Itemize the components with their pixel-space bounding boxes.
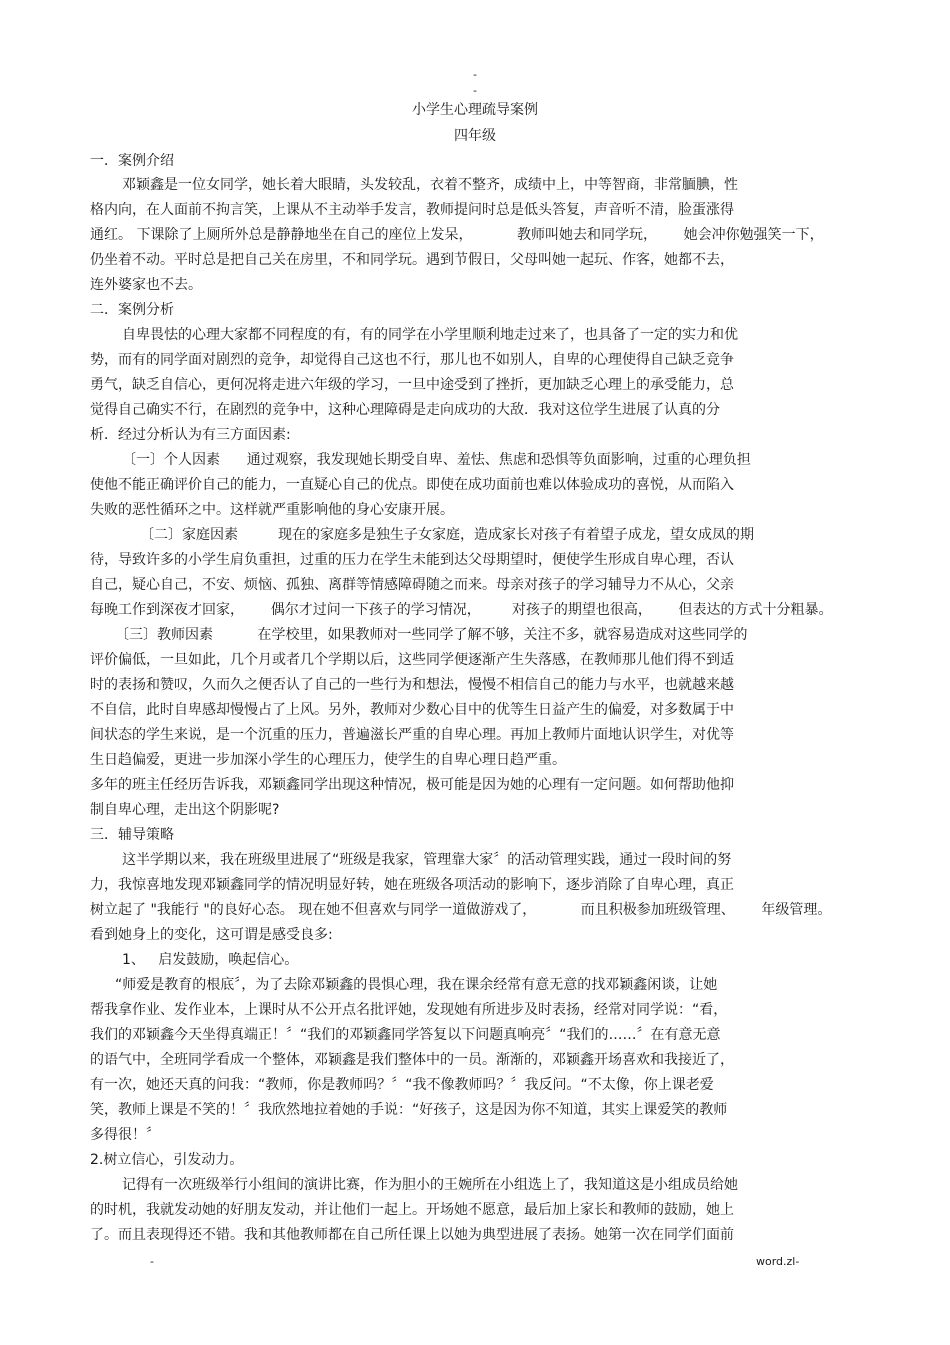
text-line: 待，导致许多的小学生肩负重担，过重的压力在学生未能到达父母期望时，便使学生形成自卑心理，否认 xyxy=(90,552,734,568)
footer-right: word.zl- xyxy=(756,1255,800,1268)
text-line: 评价偏低，一旦如此，几个月或者几个学期以后，这些同学便逐渐产生失落感，在教师那儿他们得不到适 xyxy=(90,652,734,668)
text-line: 制自卑心理，走出这个阴影呢? xyxy=(90,802,280,818)
text-line: 的时机，我就发动她的好朋友发动，并让他们一起上。开场她不愿意，最后加上家长和教师的鼓励，她上 xyxy=(90,1202,734,1218)
text-line: “师爱是教育的根底〞，为了去除邓颖鑫的畏惧心理，我在课余经常有意无意的找邓颖鑫闲谈，让她 xyxy=(115,977,718,993)
text-line: 有一次，她还天真的问我：“教师，你是教师吗？〞“我不像教师吗？〞我反问。“不太像，你上课老爱 xyxy=(90,1077,714,1093)
text-line: 自己，疑心自己，不安、烦恼、孤独、离群等情感障碍随之而来。母亲对孩子的学习辅导力不从心，父亲 xyxy=(90,577,734,593)
text-line: 记得有一次班级举行小组间的演讲比赛，作为胆小的王婉所在小组选上了，我知道这是小组成员给她 xyxy=(122,1177,738,1193)
text-line: 多得很！〞 xyxy=(90,1127,160,1143)
text-line: 这半学期以来，我在班级里进展了“班级是我家，管理靠大家〞的活动管理实践，通过一段时间的努 xyxy=(122,852,732,868)
text-line: 通红。 下课除了上厕所外总是静静地坐在自己的座位上发呆， 教师叫她去和同学玩， 她会冲你勉强笑一下， xyxy=(90,227,824,243)
text-line: 勇气，缺乏自信心，更何况将走进六年级的学习，一旦中途受到了挫折，更加缺乏心理上的承受能力，总 xyxy=(90,377,734,393)
text-line: 时的表扬和赞叹，久而久之便否认了自己的一些行为和想法，慢慢不相信自己的能力与水平，也就越来越 xyxy=(90,677,734,693)
text-line: 看到她身上的变化，这可谓是感受良多: xyxy=(90,927,333,943)
text-line: 格内向，在人面前不拘言笑，上课从不主动举手发言，教师提问时总是低头答复，声音听不清，脸蛋涨得 xyxy=(90,202,734,218)
text-line: 的语气中，全班同学看成一个整体，邓颖鑫是我们整体中的一员。渐渐的，邓颖鑫开场喜欢和我接近了， xyxy=(90,1052,734,1068)
text-line: 力，我惊喜地发现邓颖鑫同学的情况明显好转，她在班级各项活动的影响下，逐步消除了自卑心理，真正 xyxy=(90,877,734,893)
text-line: 势，而有的同学面对剧烈的竞争，却觉得自己这也不行，那儿也不如别人，自卑的心理使得自己缺乏竞争 xyxy=(90,352,734,368)
text-line: 仍坐着不动。平时总是把自己关在房里，不和同学玩。遇到节假日，父母叫她一起玩、作客，她都不去， xyxy=(90,252,734,268)
text-line: 每晚工作到深夜才回家， 偶尔才过问一下孩子的学习情况， 对孩子的期望也很高， 但表达的方式十分粗暴。 xyxy=(90,602,833,618)
text-line: 笑，教师上课是不笑的！〞我欣然地拉着她的手说：“好孩子，这是因为你不知道，其实上课爱笑的教师 xyxy=(90,1102,728,1118)
subheading-2: 2.树立信心，引发动力。 xyxy=(90,1152,244,1168)
section-heading-1: 一．案例介绍 xyxy=(90,153,174,169)
text-line: 觉得自己确实不行，在剧烈的竞争中，这种心理障碍是走向成功的大敌．我对这位学生进展了认真的分 xyxy=(90,402,720,418)
header-dash-1: - xyxy=(473,68,477,81)
text-line: 我们的邓颖鑫今天坐得真端正！〞“我们的邓颖鑫同学答复以下问题真响亮〞“我们的……〞在有意无意 xyxy=(90,1027,721,1043)
subheading-1: 1、 启发鼓励，唤起信心。 xyxy=(122,952,299,968)
text-line: 〔二〕家庭因素 现在的家庭多是独生子女家庭，造成家长对孩子有着望子成龙，望女成凤的期 xyxy=(140,527,755,543)
text-line: 使他不能正确评价自己的能力，一直疑心自己的优点。即使在成功面前也难以体验成功的喜悦，从而陷入 xyxy=(90,477,734,493)
footer-left: - xyxy=(150,1255,154,1268)
text-line: 邓颖鑫是一位女同学，她长着大眼睛，头发较乱，衣着不整齐，成绩中上，中等智商，非常腼腆，性 xyxy=(122,177,738,193)
text-line: 析．经过分析认为有三方面因素: xyxy=(90,427,291,443)
document-subtitle: 四年级 xyxy=(454,128,496,144)
text-line: 〔三〕教师因素 在学校里，如果教师对一些同学了解不够，关注不多，就容易造成对这些同学的 xyxy=(115,627,748,643)
section-heading-3: 三．辅导策略 xyxy=(90,827,174,843)
text-line: 帮我拿作业、发作业本，上课时从不公开点名批评她，发现她有所进步及时表扬，经常对同学说：“看， xyxy=(90,1002,728,1018)
text-line: 〔一〕个人因素 通过观察，我发现她长期受自卑、羞怯、焦虑和恐惧等负面影响，过重的心理负担 xyxy=(122,452,751,468)
text-line: 不自信，此时自卑感却慢慢占了上风。另外，教师对少数心目中的优等生日益产生的偏爱，对多数属于中 xyxy=(90,702,734,718)
header-dash-2: - xyxy=(473,84,477,97)
text-line: 树立起了 "我能行 "的良好心态。 现在她不但喜欢与同学一道做游戏了， 而且积极参加班级管理、 年级管理。 xyxy=(90,902,832,918)
section-heading-2: 二．案例分析 xyxy=(90,302,174,318)
text-line: 了。而且表现得还不错。我和其他教师都在自己所任课上以她为典型进展了表扬。她第一次在同学们面前 xyxy=(90,1227,734,1243)
text-line: 自卑畏怯的心理大家都不同程度的有，有的同学在小学里顺利地走过来了，也具备了一定的实力和优 xyxy=(122,327,738,343)
text-line: 间状态的学生来说，是一个沉重的压力，普遍滋长严重的自卑心理。再加上教师片面地认识学生，对优等 xyxy=(90,727,734,743)
text-line: 失败的恶性循环之中。这样就严重影响他的身心安康开展。 xyxy=(90,502,454,518)
document-title: 小学生心理疏导案例 xyxy=(412,102,538,118)
text-line: 生日趋偏爱，更进一步加深小学生的心理压力，使学生的自卑心理日趋严重。 xyxy=(90,752,566,768)
text-line: 多年的班主任经历告诉我，邓颖鑫同学出现这种情况，极可能是因为她的心理有一定问题。如何帮助他抑 xyxy=(90,777,734,793)
text-line: 连外婆家也不去。 xyxy=(90,277,202,293)
